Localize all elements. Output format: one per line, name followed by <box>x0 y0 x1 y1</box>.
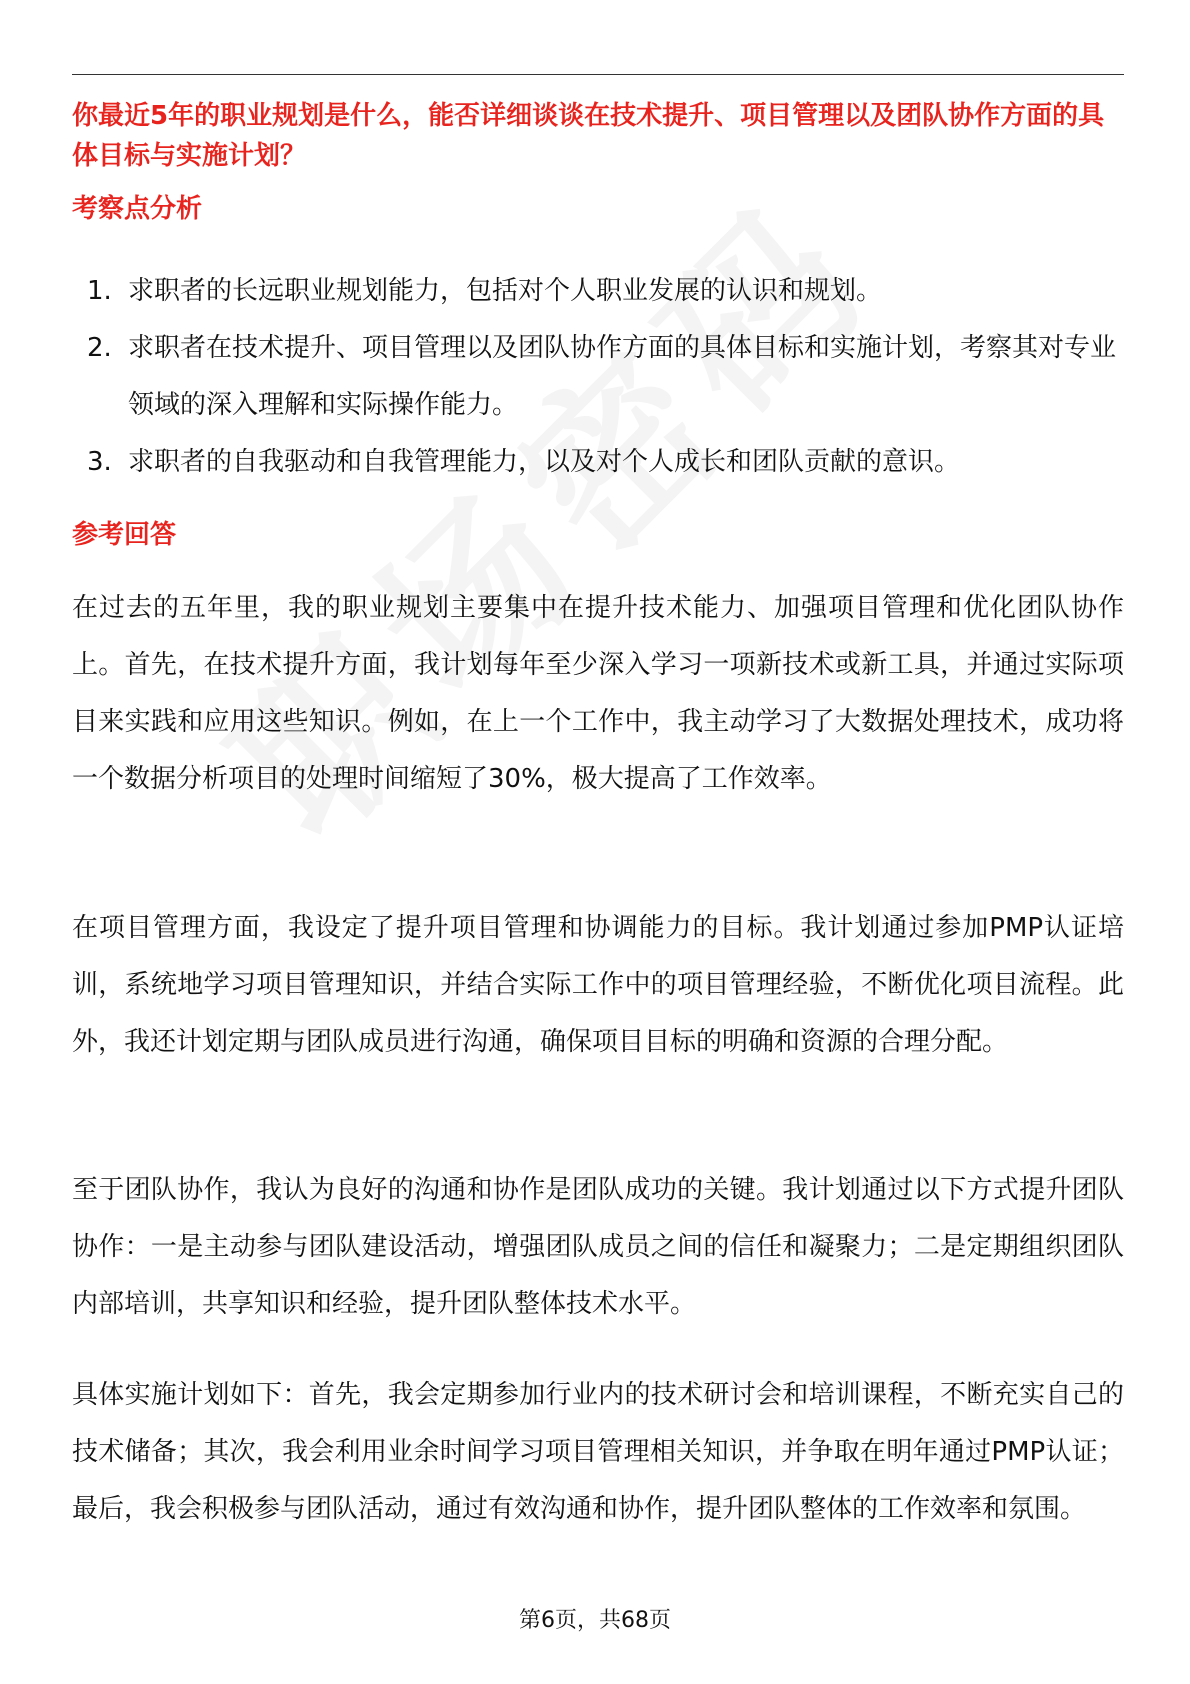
analysis-item-text: 求职者的长远职业规划能力，包括对个人职业发展的认识和规划。 <box>128 276 883 306</box>
analysis-item <box>72 263 1124 320</box>
analysis-item-number: 2. <box>87 333 112 363</box>
analysis-item-number: 1. <box>87 276 112 306</box>
answer-paragraph: 在过去的五年里，我的职业规划主要集中在提升技术能力、加强项目管理和优化团队协作上。首先，在技术提升方面，我计划每年至少深入学习一项新技术或新工具，并通过实际项目来实践和应用这些知识。例如，在上一个工作中，我主动学习了大数据处理技术，成功将一个数据分析项目的处理时间缩短了30%，极大提高了工作效率。 <box>72 593 1124 794</box>
answer-paragraph: 具体实施计划如下：首先，我会定期参加行业内的技术研讨会和培训课程，不断充实自己的技术储备；其次，我会利用业余时间学习项目管理相关知识，并争取在明年通过PMP认证；最后，我会积极参与团队活动，通过有效沟通和协作，提升团队整体的工作效率和氛围。 <box>72 1380 1124 1524</box>
analysis-item-text: 求职者在技术提升、项目管理以及团队协作方面的具体目标和实施计划，考察其对专业领域的深入理解和实际操作能力。 <box>128 333 1117 420</box>
top-divider <box>72 74 1124 75</box>
analysis-heading: 考察点分析 <box>72 194 203 224</box>
analysis-item-number: 3. <box>87 447 112 477</box>
analysis-item-text: 求职者的自我驱动和自我管理能力，以及对个人成长和团队贡献的意识。 <box>128 447 961 477</box>
answer-paragraph: 至于团队协作，我认为良好的沟通和协作是团队成功的关键。我计划通过以下方式提升团队协作：一是主动参与团队建设活动，增强团队成员之间的信任和凝聚力；二是定期组织团队内部培训，共享知识和经验，提升团队整体技术水平。 <box>72 1175 1124 1319</box>
question-heading: 你最近5年的职业规划是什么，能否详细谈谈在技术提升、项目管理以及团队协作方面的具体目标与实施计划？ <box>72 101 1105 171</box>
analysis-item <box>72 434 1124 491</box>
answer-heading: 参考回答 <box>72 520 177 550</box>
answer-paragraph: 在项目管理方面，我设定了提升项目管理和协调能力的目标。我计划通过参加PMP认证培训，系统地学习项目管理知识，并结合实际工作中的项目管理经验，不断优化项目流程。此外，我还计划定期与团队成员进行沟通，确保项目目标的明确和资源的合理分配。 <box>72 913 1124 1057</box>
page-footer: 第6页，共68页 <box>519 1608 671 1633</box>
analysis-list <box>72 263 1124 491</box>
analysis-item <box>72 320 1124 434</box>
